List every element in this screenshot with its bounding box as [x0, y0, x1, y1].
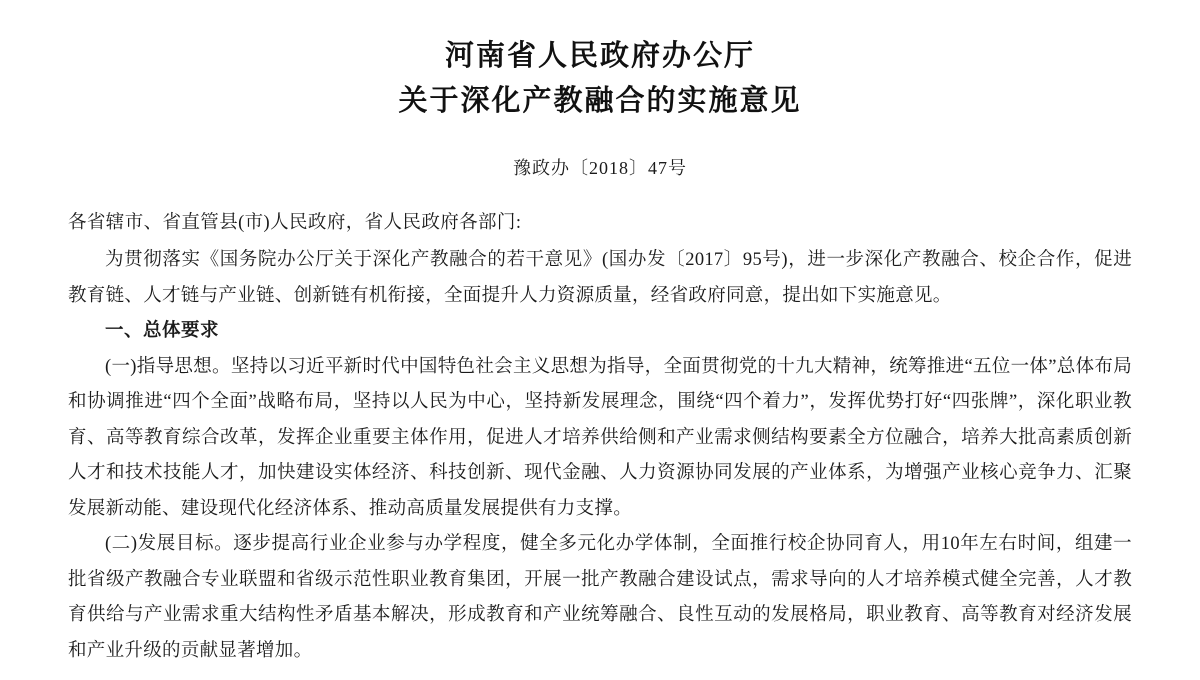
title-line-1: 河南省人民政府办公厅	[444, 40, 755, 72]
section-heading-one: 一、总体要求	[105, 321, 220, 342]
title-line-2: 关于深化产教融合的实施意见	[398, 84, 802, 117]
document-number: 豫政办〔2018〕47号	[513, 157, 687, 178]
paragraph-guiding-ideology: (一)指导思想。坚持以习近平新时代中国特色社会主义思想为指导，全面贯彻党的十九大精神，统筹推进“五位一体”总体布局和协调推进“四个全面”战略布局，坚持以人民为中心，坚持新发展理念，围绕“四个着力”，发挥优势打好“四张牌”，深化职业教育、高等教育综合改革，发挥企业重要主体作用，促进人才培养供给侧和产业需求侧结构要素全方位融合，培养大批高素质创新人才和技术技能人才，加快建设实体经济、科技创新、现代金融、人力资源协同发展的产业体系，为增强产业核心竞争力、汇聚发展新动能、建设现代化经济体系、推动高质量发展提供有力支撑。	[68, 356, 1132, 519]
recipient-line: 各省辖市、省直管县(市)人民政府，省人民政府各部门:	[68, 212, 522, 233]
page-title	[68, 34, 1132, 124]
paragraph-development-goals: (二)发展目标。逐步提高行业企业参与办学程度，健全多元化办学体制，全面推行校企协同育人，用10年左右时间，组建一批省级产教融合专业联盟和省级示范性职业教育集团，开展一批产教融合建设试点，需求导向的人才培养模式健全完善，人才教育供给与产业需求重大结构性矛盾基本解决，形成教育和产业统筹融合、良性互动的发展格局，职业教育、高等教育对经济发展和产业升级的贡献显著增加。	[68, 534, 1132, 661]
intro-paragraph: 为贯彻落实《国务院办公厅关于深化产教融合的若干意见》(国办发〔2017〕95号)，进一步深化产教融合、校企合作，促进教育链、人才链与产业链、创新链有机衔接，全面提升人力资源质量，经省政府同意，提出如下实施意见。	[68, 250, 1132, 306]
